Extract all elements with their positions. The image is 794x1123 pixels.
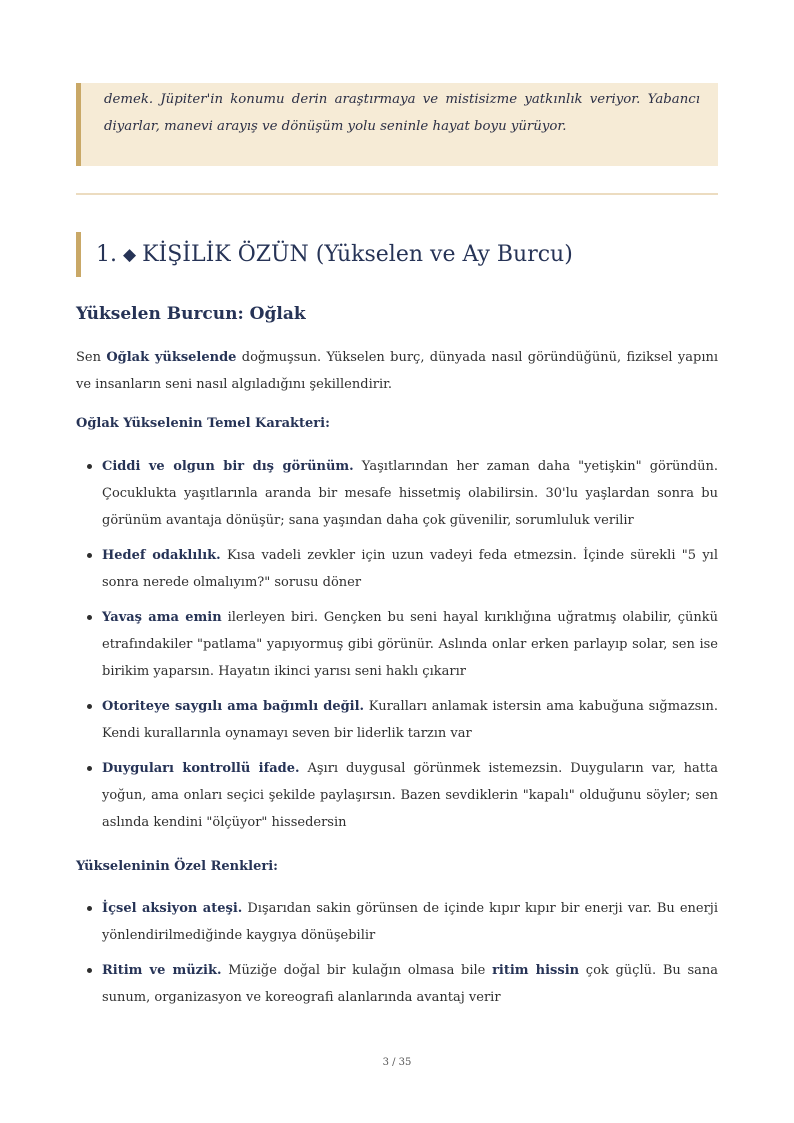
core-heading: Oğlak Yükselenin Temel Karakteri: bbox=[76, 416, 330, 431]
subsection-title: Yükselen Burcun: Oğlak bbox=[76, 304, 306, 324]
item-text: Aşırı duygusal görünmek istemezsin. Duyguların var, hatta yoğun, ama onları seçici şekilde paylaşırsın. Bazen sevdiklerin "kapalı" olduğunu söyler; sen aslında kendini "ölçüyor" hissedersin bbox=[102, 761, 718, 830]
intro-prefix: Sen bbox=[76, 350, 107, 365]
intro-rest: doğmuşsun. Yükselen burç, dünyada nasıl göründüğünü, fiziksel yapını ve insanların seni nasıl algıladığını şekillendirir. bbox=[76, 350, 719, 392]
item-text: Kuralları anlamak istersin ama kabuğuna sığmazsın. Kendi kurallarınla oynamayı seven bir liderlik tarzın var bbox=[102, 699, 719, 741]
list-item bbox=[76, 895, 718, 949]
bullet-icon bbox=[87, 553, 92, 558]
item-bold: Otoriteye saygılı ama bağımlı değil. bbox=[102, 699, 365, 714]
section-heading bbox=[76, 232, 573, 277]
item-bold: Yavaş ama emin bbox=[102, 610, 222, 625]
bullet-icon bbox=[87, 766, 92, 771]
special-list bbox=[76, 895, 718, 1011]
item-text-tail: çok güçlü. Bu sana sunum, organizasyon ve koreografi alanlarında avantaj verir bbox=[102, 963, 719, 1005]
list-item bbox=[76, 453, 718, 534]
section-divider bbox=[76, 193, 718, 195]
item-text: Dışarıdan sakin görünsen de içinde kıpır kıpır bir enerji var. Bu enerji yönlendirilmediğinde kaygıya dönüşebilir bbox=[102, 901, 718, 943]
intro-bold: Oğlak yükselende bbox=[106, 350, 237, 365]
intro-paragraph bbox=[76, 344, 718, 398]
section-number: 1. bbox=[96, 242, 117, 267]
diamond-icon: ◆ bbox=[123, 244, 137, 265]
section-title-text: KİŞİLİK ÖZÜN (Yükselen ve Ay Burcu) bbox=[142, 242, 573, 267]
bullet-icon bbox=[87, 615, 92, 620]
list-item bbox=[76, 604, 718, 685]
item-bold: Hedef odaklılık. bbox=[102, 548, 221, 563]
quote-box bbox=[76, 83, 718, 166]
item-bold-inline: ritim hissin bbox=[492, 963, 580, 978]
item-bold: Duyguları kontrollü ifade. bbox=[102, 761, 300, 776]
core-list bbox=[76, 453, 718, 836]
bullet-icon bbox=[87, 968, 92, 973]
list-item bbox=[76, 957, 718, 1011]
item-text: Kısa vadeli zevkler için uzun vadeyi feda etmezsin. İçinde sürekli "5 yıl sonra nerede olmalıyım?" sorusu döner bbox=[102, 548, 718, 590]
bullet-icon bbox=[87, 464, 92, 469]
item-text: ilerleyen biri. Gençken bu seni hayal kırıklığına uğratmış olabilir, çünkü etrafındakiler "patlama" yapıyormuş gibi görünür. Aslında onlar erken parlayıp solar, sen ise birikim yaparsın. Hayatın ikinci yarısı seni haklı çıkarır bbox=[102, 610, 718, 679]
list-item bbox=[76, 693, 718, 747]
list-item bbox=[76, 542, 718, 596]
quote-text: demek. Jüpiter'in konumu derin araştırmaya ve mistisizme yatkınlık veriyor. Yabancı diyarlar, manevi arayış ve dönüşüm yolu seninle hayat boyu yürüyor. bbox=[104, 92, 700, 134]
bullet-icon bbox=[87, 906, 92, 911]
special-heading: Yükseleninin Özel Renkleri: bbox=[76, 859, 278, 874]
item-bold: Ritim ve müzik. bbox=[102, 963, 222, 978]
item-text: Yaşıtlarından her zaman daha "yetişkin" göründün. Çocuklukta yaşıtlarınla aranda bir mesafe hissetmiş olabilirsin. 30'lu yaşlardan sonra bu görünüm avantaja dönüşür; sana yaşından daha çok güvenilir, sorumluluk verilir bbox=[102, 459, 719, 528]
item-text: Müziğe doğal bir kulağın olmasa bile bbox=[221, 963, 493, 978]
item-bold: Ciddi ve olgun bir dış görünüm. bbox=[102, 459, 354, 474]
item-bold: İçsel aksiyon ateşi. bbox=[102, 901, 243, 916]
page-number: 3 / 35 bbox=[382, 1057, 412, 1068]
bullet-icon bbox=[87, 704, 92, 709]
list-item bbox=[76, 755, 718, 836]
